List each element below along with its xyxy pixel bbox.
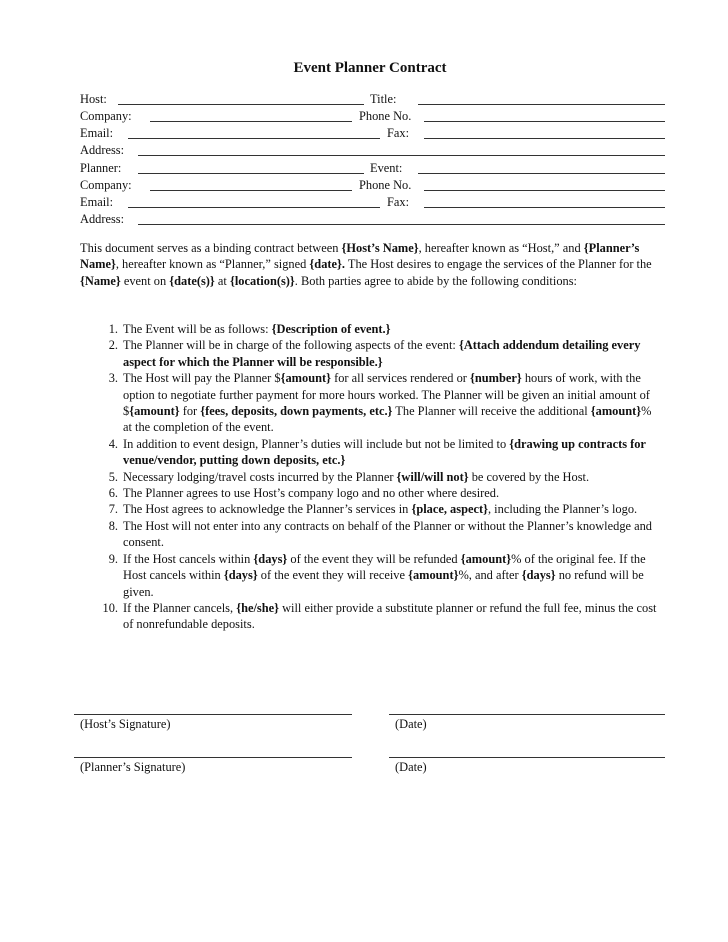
condition-text: of the event they will be refunded: [287, 551, 461, 566]
condition-item: [80, 501, 660, 517]
condition-placeholder: {amount}: [408, 568, 459, 583]
host-email-row: [80, 125, 665, 142]
host-address-label: Address:: [80, 143, 125, 157]
intro-text: . Both parties agree to abide by the following conditions:: [294, 273, 577, 288]
document-title: Event Planner Contract: [293, 60, 447, 76]
planner-signature-line[interactable]: [74, 757, 352, 758]
condition-item: [80, 337, 660, 370]
condition-item: [80, 600, 660, 633]
host-company-row: [80, 108, 665, 125]
condition-item: [80, 469, 660, 485]
planner-address-row: [80, 211, 665, 228]
host-phone-label: Phone No.: [359, 109, 412, 123]
condition-item: [80, 370, 660, 436]
event-field[interactable]: [418, 173, 665, 174]
intro-text: The Host desires to engage the services of the Planner for the: [345, 257, 652, 272]
condition-placeholder: {amount}: [590, 404, 642, 419]
condition-text: , including the Planner’s logo.: [487, 502, 638, 517]
condition-text: % of the original fee. If the Host cancels within: [123, 551, 646, 583]
planner-fax-label: Fax:: [387, 195, 410, 209]
host-fax-field[interactable]: [424, 138, 665, 139]
condition-item: [80, 485, 660, 501]
condition-placeholder: {days}: [253, 551, 288, 566]
planner-row: [80, 160, 665, 177]
intro-text: event on: [120, 273, 170, 288]
planner-company-field[interactable]: [150, 190, 352, 191]
planner-address-label: Address:: [80, 212, 125, 226]
planner-date-line[interactable]: [389, 757, 665, 758]
condition-item: [80, 321, 660, 337]
host-email-field[interactable]: [128, 138, 380, 139]
host-row: [80, 91, 665, 108]
condition-text: If the Planner cancels,: [123, 600, 237, 615]
condition-number: 8.: [108, 518, 118, 533]
condition-placeholder: {will/will not}: [396, 469, 469, 484]
condition-text: The Event will be as follows:: [123, 322, 272, 336]
condition-text: no refund will be given.: [123, 568, 644, 599]
event-label: Event:: [370, 161, 403, 175]
condition-placeholder: {amount}: [460, 551, 512, 566]
condition-text: The Host will not enter into any contracts on behalf of the Planner or without the Planner’s knowledge and consent.: [123, 518, 652, 550]
host-company-field[interactable]: [150, 121, 352, 122]
condition-text: Necessary lodging/travel costs incurred by the Planner: [123, 469, 397, 484]
condition-placeholder: {days}: [521, 568, 556, 583]
planner-email-row: [80, 194, 665, 211]
host-signature-label: (Host’s Signature): [80, 717, 171, 731]
condition-placeholder: {number}: [469, 371, 522, 386]
condition-text: The Planner will be in charge of the following aspects of the event:: [123, 338, 459, 353]
condition-text: hours of work, with the option to negotiate further payment for more hours worked. The Planner will be given an initial amount of $: [123, 371, 650, 419]
host-label: Host:: [80, 92, 107, 106]
dates-placeholder: {date(s)}: [169, 273, 215, 288]
condition-text: The Planner agrees to use Host’s company logo and no other where desired.: [123, 486, 500, 501]
planner-address-field[interactable]: [138, 224, 665, 225]
planner-fax-field[interactable]: [424, 207, 665, 208]
condition-placeholder: {place, aspect}: [411, 502, 488, 517]
condition-number: 7.: [108, 502, 118, 517]
condition-item: [80, 551, 660, 600]
condition-item: [80, 436, 660, 469]
condition-text: The Planner will receive the additional: [392, 404, 591, 419]
host-email-label: Email:: [80, 126, 114, 140]
condition-text: will either provide a substitute planner or refund the full fee, minus the cost of nonrefundable deposits.: [123, 600, 657, 632]
planner-date-label: (Date): [395, 760, 427, 774]
condition-text: If the Host cancels within: [123, 551, 254, 566]
condition-text: The Host agrees to acknowledge the Planner’s services in: [123, 502, 412, 517]
condition-placeholder: {drawing up contracts for venue/vendor, putting down deposits, etc.}: [123, 436, 646, 468]
condition-text: be covered by the Host.: [468, 469, 590, 484]
condition-text: of the event they will receive: [257, 568, 409, 583]
planner-field[interactable]: [138, 173, 364, 174]
condition-text: In addition to event design, Planner’s duties will include but not be limited to: [123, 436, 510, 451]
host-address-row: [80, 142, 665, 159]
conditions-list: [80, 321, 660, 633]
condition-text: for all services rendered or: [331, 371, 470, 386]
condition-placeholder: {days}: [223, 568, 258, 583]
planner-email-field[interactable]: [128, 207, 380, 208]
host-date-line[interactable]: [389, 714, 665, 715]
host-signature-line[interactable]: [74, 714, 352, 715]
planner-company-label: Company:: [80, 178, 132, 192]
host-company-label: Company:: [80, 109, 132, 123]
planner-label: Planner:: [80, 161, 122, 175]
condition-text: %, and after: [458, 568, 522, 583]
planner-phone-field[interactable]: [424, 190, 665, 191]
planner-phone-label: Phone No.: [359, 178, 412, 192]
condition-text: The Host will pay the Planner $: [123, 371, 281, 386]
condition-placeholder: {he/she}: [236, 600, 279, 615]
event-name-placeholder: {Name}: [80, 273, 121, 288]
host-phone-field[interactable]: [424, 121, 665, 122]
condition-text: for: [179, 404, 201, 419]
host-field[interactable]: [118, 104, 364, 105]
condition-number: 9.: [108, 551, 118, 566]
intro-text: This document serves as a binding contract between: [80, 241, 342, 255]
condition-placeholder: {amount}: [129, 404, 180, 419]
condition-placeholder: {Attach addendum detailing every aspect for which the Planner will be responsible.}: [123, 338, 641, 369]
condition-number: 2.: [108, 338, 118, 353]
intro-text: , hereafter known as “Planner,” signed: [115, 257, 310, 272]
condition-number: 10.: [102, 600, 118, 615]
intro-text: , hereafter known as “Host,” and: [418, 241, 584, 255]
locations-placeholder: {location(s)}: [229, 273, 295, 288]
planner-email-label: Email:: [80, 195, 114, 209]
host-name-placeholder: {Host’s Name}: [341, 241, 419, 255]
condition-number: 4.: [108, 436, 118, 451]
planner-signature-label: (Planner’s Signature): [80, 760, 186, 774]
date-placeholder: {date}.: [309, 257, 345, 272]
title-field[interactable]: [418, 104, 665, 105]
condition-placeholder: {Description of event.}: [271, 322, 391, 336]
host-fax-label: Fax:: [387, 126, 410, 140]
host-address-field[interactable]: [138, 155, 665, 156]
title-label: Title:: [370, 92, 397, 106]
planner-name-placeholder: {Planner’s Name}: [80, 241, 640, 272]
condition-item: [80, 518, 660, 551]
intro-text: at: [214, 273, 230, 288]
condition-number: 3.: [108, 371, 118, 386]
condition-number: 6.: [108, 486, 118, 501]
condition-placeholder: {fees, deposits, down payments, etc.}: [200, 404, 393, 419]
host-date-label: (Date): [395, 717, 427, 731]
condition-number: 5.: [108, 469, 118, 484]
planner-company-row: [80, 177, 665, 194]
condition-text: % at the completion of the event.: [123, 404, 652, 435]
intro-paragraph: [80, 240, 660, 289]
condition-placeholder: {amount}: [280, 371, 331, 386]
condition-number: 1.: [108, 322, 118, 336]
